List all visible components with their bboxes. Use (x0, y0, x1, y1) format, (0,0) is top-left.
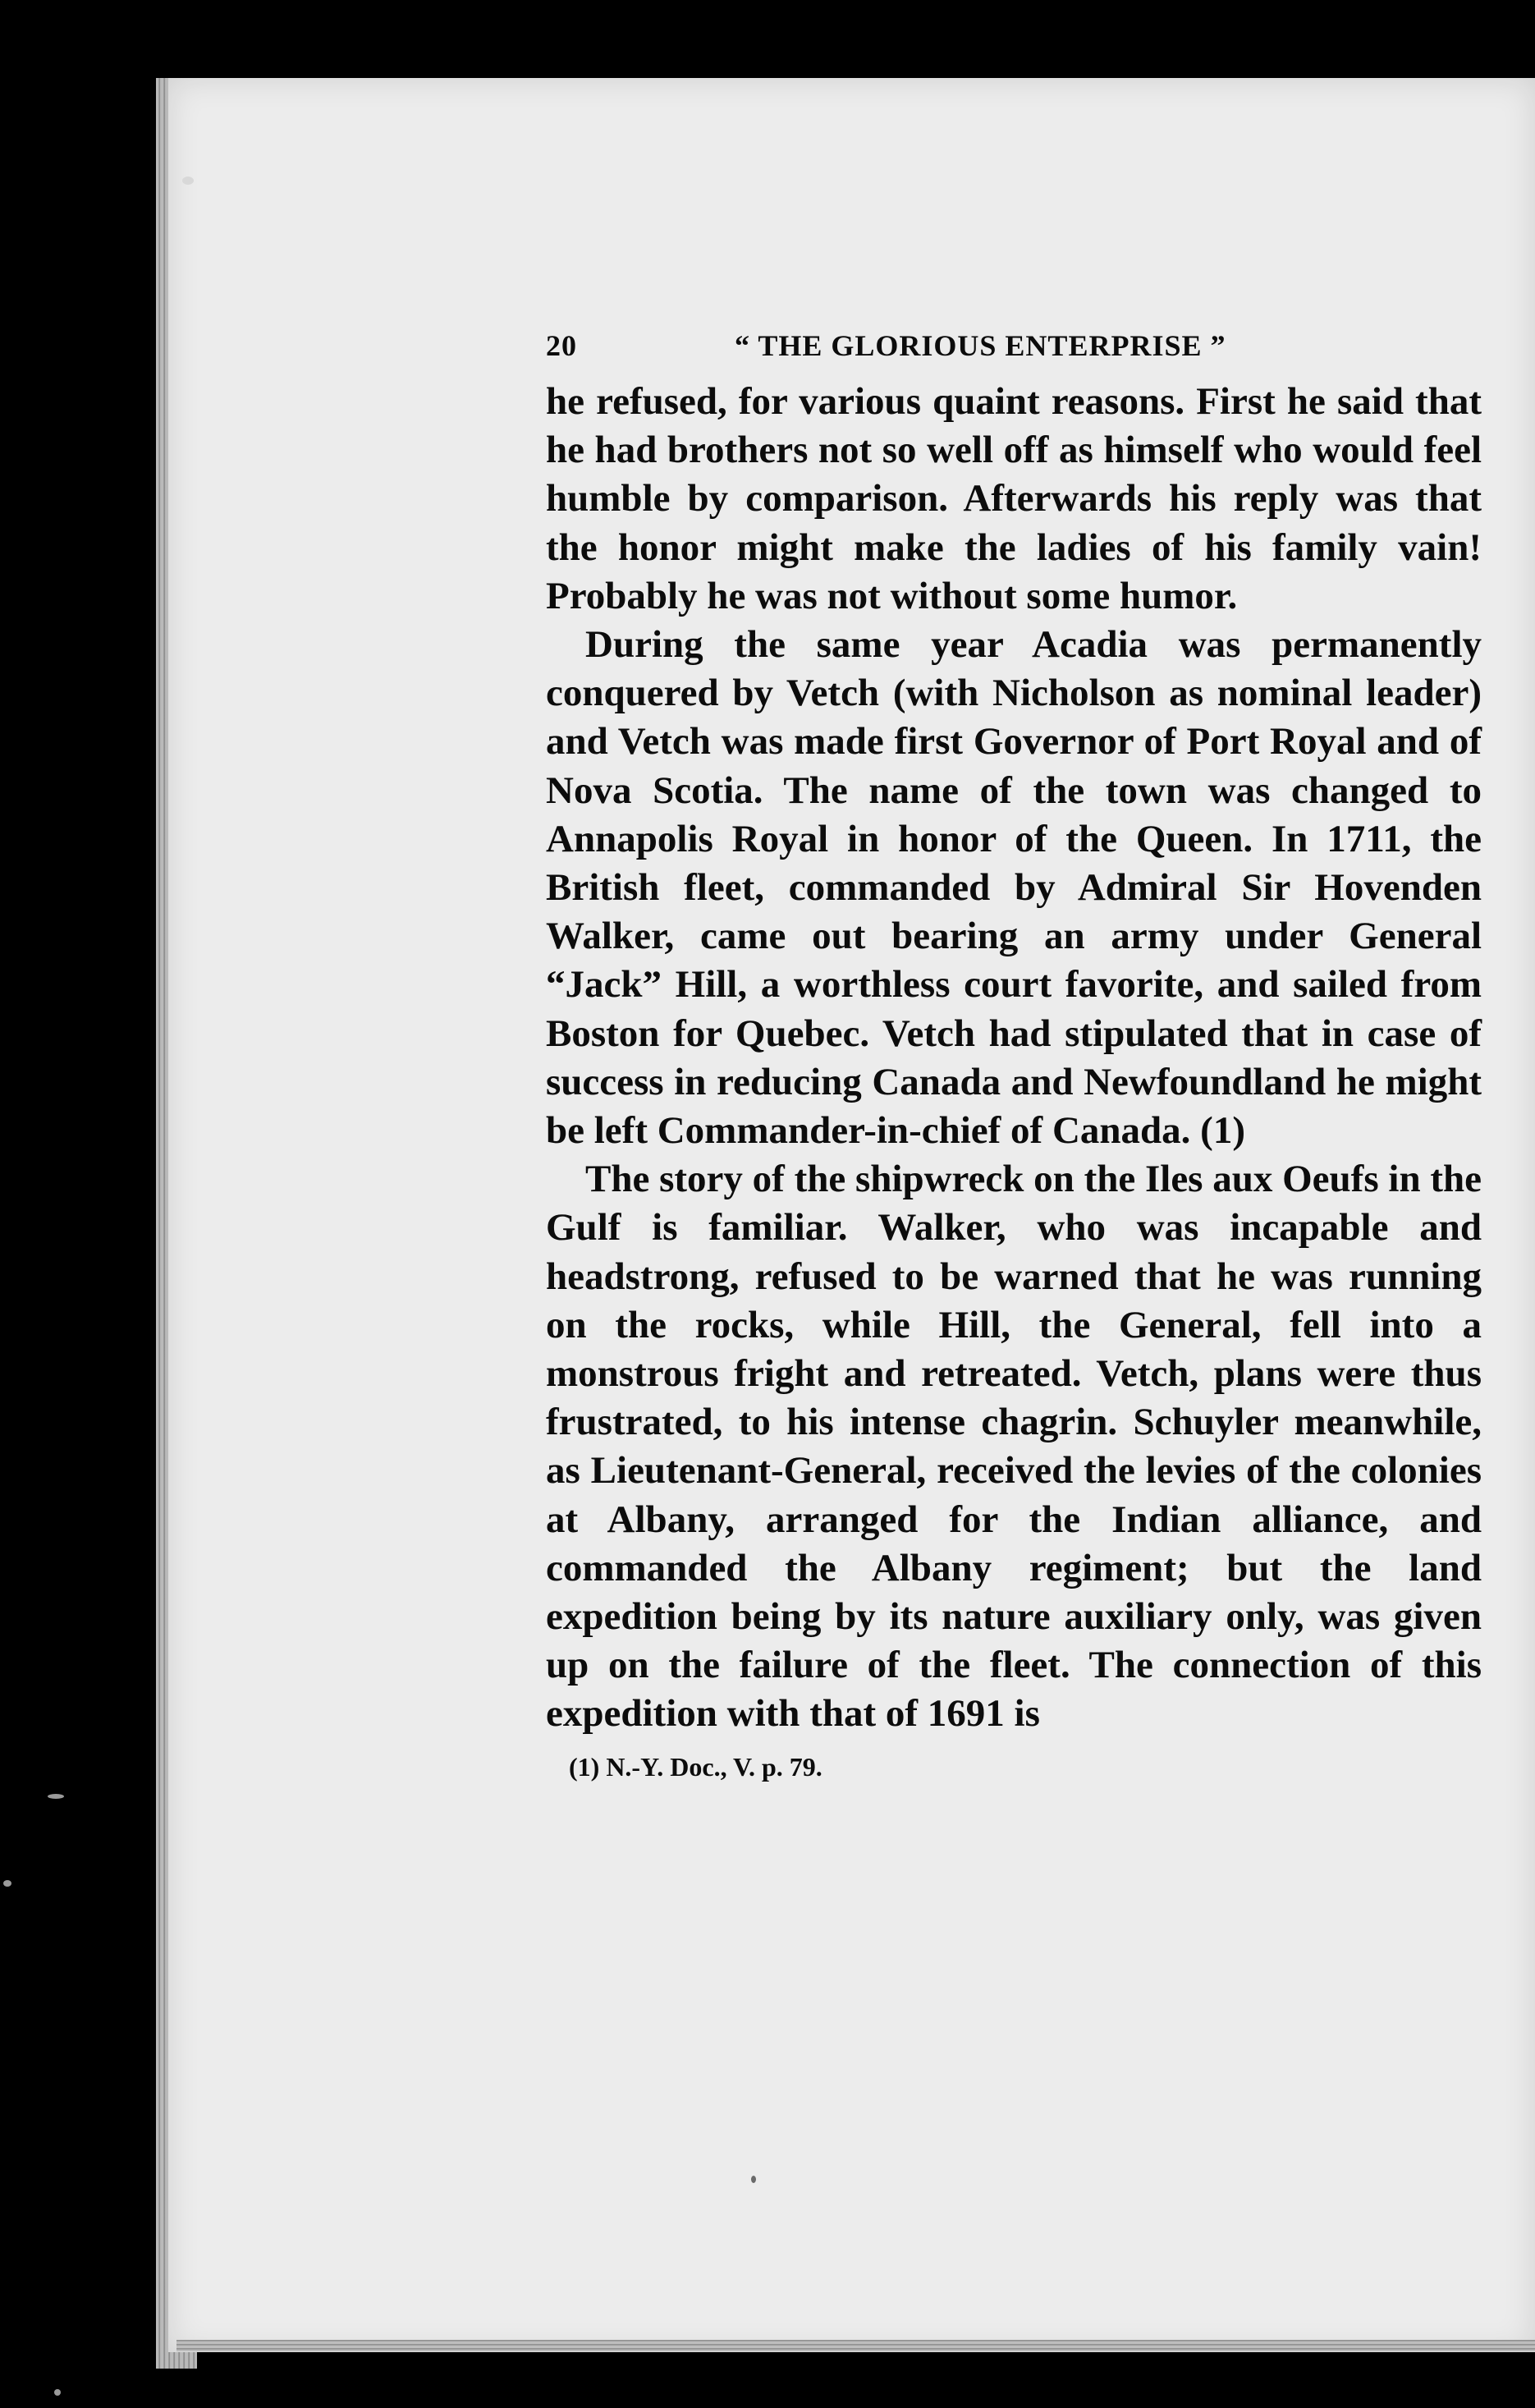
text-block (546, 328, 1482, 1783)
scan-speck (48, 1794, 64, 1799)
page-number: 20 (546, 329, 577, 362)
scan-speck (3, 1880, 11, 1887)
running-head (546, 328, 1482, 378)
running-head-title: “ THE GLORIOUS ENTERPRISE ” (735, 329, 1226, 362)
scan-speck (751, 2176, 756, 2183)
paragraph-1: he refused, for various quaint reasons. First he said that he had brothers not so well off as himself who would feel humble by comparison. Afterwards his reply was that the honor might make the ladies of his family vain! Probably he was not without some humor. (546, 380, 1482, 617)
footnote: (1) N.-Y. Doc., V. p. 79. (569, 1751, 822, 1782)
paragraph-3: The story of the shipwreck on the Iles aux Oeufs in the Gulf is familiar. Walker, who was incapable and headstrong, refused to be warned that he was running on the rocks, while Hill, the General, fell into a monstrous fright and retreated. Vetch, plans were thus frustrated, to his intense chagrin. Schuyler meanwhile, as Lieutenant-General, received the levies of the colonies at Albany, arranged for the Indian alliance, and commanded the Albany regiment; but the land expedition being by its nature auxiliary only, was given up on the failure of the fleet. The connection of this expedition with that of 1691 is (546, 1158, 1482, 1736)
paragraph-2: During the same year Acadia was permanently conquered by Vetch (with Nicholson as nominal leader) and Vetch was made first Governor of Port Royal and of Nova Scotia. The name of the town was changed to Annapolis Royal in honor of the Queen. In 1711, the British fleet, commanded by Admiral Sir Hovenden Walker, came out bearing an army under General “Jack” Hill, a worthless court favorite, and sailed from Boston for Quebec. Vetch had stipulated that in case of success in reducing Canada and Newfoundland he might be left Commander-in-chief of Canada. (1) (546, 623, 1482, 1153)
bottom-page-edge (176, 2340, 1535, 2351)
scan-speck (182, 177, 194, 185)
scan-speck (54, 2389, 61, 2396)
